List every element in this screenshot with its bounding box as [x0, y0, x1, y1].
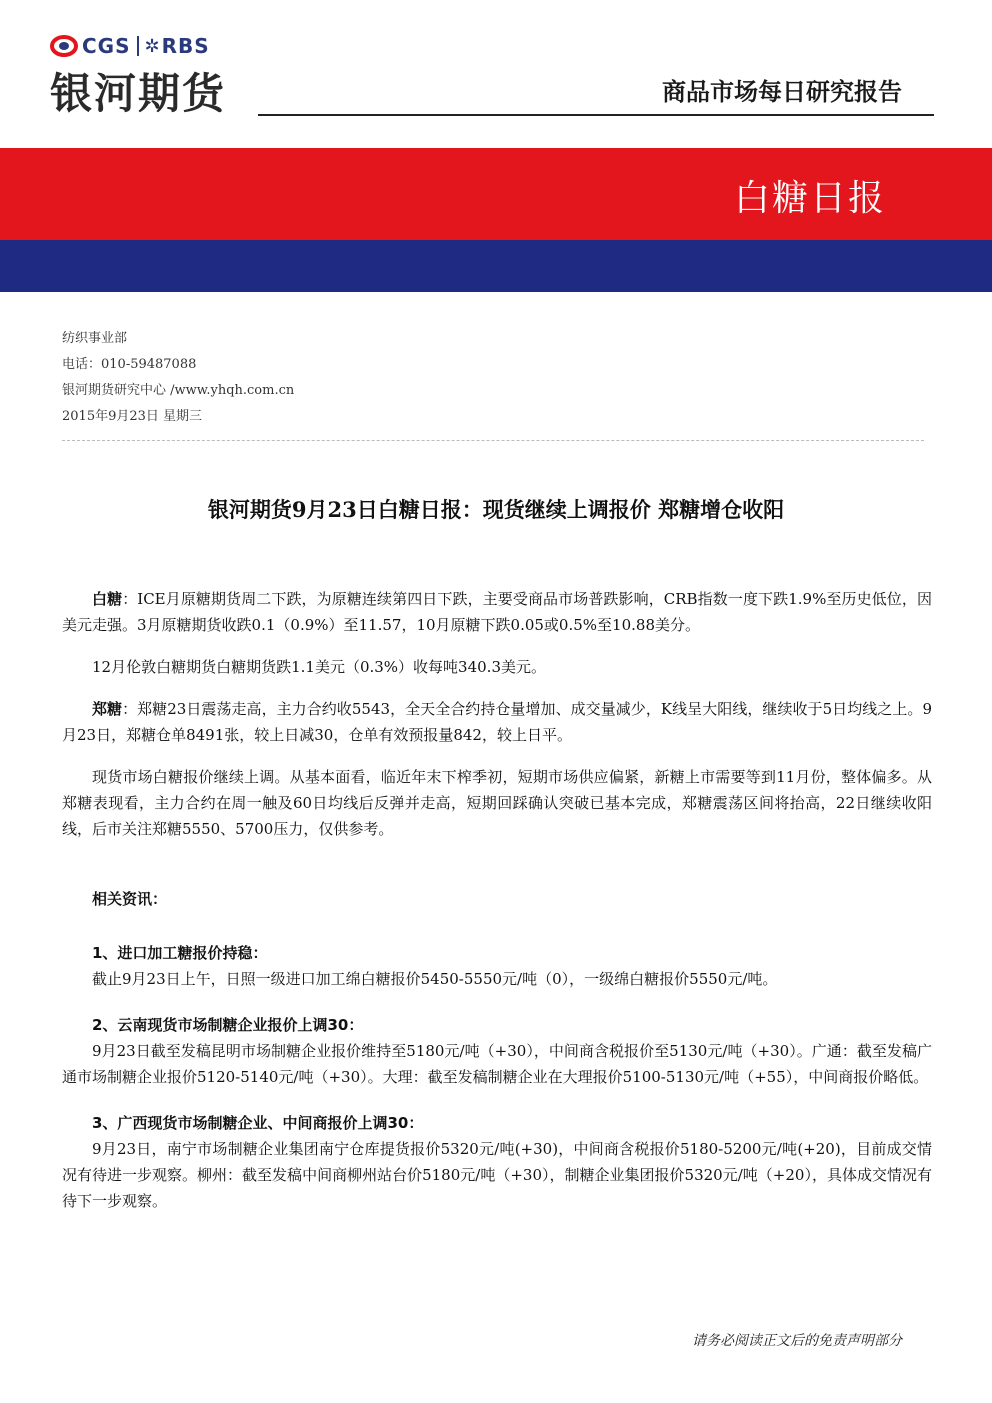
company-name: 银河期货 [50, 69, 227, 118]
cgs-swirl-icon [50, 35, 78, 57]
header-rule [258, 114, 934, 116]
dashed-divider [62, 440, 924, 441]
report-date: 2015年9月23日 星期三 [62, 409, 203, 424]
department: 纺织事业部 [62, 331, 128, 346]
banner-title: 白糖日报 [733, 178, 886, 219]
news-text: 9月23日截至发稿昆明市场制糖企业报价维持至5180元/吨（+30），中间商含税报价至5130元/吨（+30）。广通：截至发稿广通市场制糖企业报价5120-5140元/吨（+30）。大理：截至发稿制糖企业在大理报价5100-5130元/吨（+55），中间商报价略低。 [62, 1042, 932, 1086]
report-meta [62, 326, 294, 430]
paragraph-zhengzhou [62, 696, 932, 748]
article-title: 银河期货9月23日白糖日报：现货继续上调报价 郑糖增仓收阳 [207, 497, 785, 522]
blue-banner [0, 240, 992, 292]
paragraph-outlook: 现货市场白糖报价继续上调。从基本面看，临近年末下榨季初，短期市场供应偏紧，新糖上市需要等到11月份，整体偏多。从郑糖表现看，主力合约在周一触及60日均线后反弹并走高，短期回踩确认突破已基本完成，郑糖震荡区间将抬高，22日继续收阳线，后市关注郑糖5550、5700压力，仅供参考。 [62, 768, 932, 838]
paragraph-text: ：ICE月原糖期货周二下跌，为原糖连续第四日下跌，主要受商品市场普跌影响，CRB指数一度下跌1.9%至历史低位，因美元走强。3月原糖期货收跌0.1（0.9%）至11.57，10月原糖下跌0.05或0.5%至10.88美分。 [62, 590, 932, 634]
paragraph-label: 郑糖 [92, 700, 123, 718]
disclaimer-note: 请务必阅读正文后的免责声明部分 [692, 1333, 902, 1349]
report-series-title: 商品市场每日研究报告 [662, 78, 902, 106]
news-title: 1、进口加工糖报价持稳： [92, 944, 268, 962]
logo-divider [137, 36, 139, 56]
paragraph-label: 白糖 [92, 590, 123, 608]
brand-logo [50, 34, 210, 58]
news-title: 3、广西现货市场制糖企业、中间商报价上调30： [92, 1114, 424, 1132]
news-text: 9月23日，南宁市场制糖企业集团南宁仓库提货报价5320元/吨(+30)，中间商含税报价5180-5200元/吨(+20)，目前成交情况有待进一步观察。柳州：截至发稿中间商柳州站台价5180元/吨（+30），制糖企业集团报价5320元/吨（+20），具体成交情况有待下一步观察。 [62, 1140, 932, 1210]
brand-rbs: RBS [161, 34, 210, 58]
website: 银河期货研究中心 /www.yhqh.com.cn [62, 383, 295, 398]
news-heading: 相关资讯： [92, 890, 168, 908]
paragraph-raw-sugar [62, 586, 932, 638]
brand-cgs: CGS [82, 34, 131, 58]
phone: 电话：010-59487088 [62, 357, 197, 372]
rbs-daisy-icon: ✲ [144, 35, 160, 57]
paragraph-london: 12月伦敦白糖期货白糖期货跌1.1美元（0.3%）收每吨340.3美元。 [92, 658, 546, 676]
news-title: 2、云南现货市场制糖企业报价上调30： [92, 1016, 364, 1034]
article-body [62, 586, 932, 1214]
paragraph-text: ：郑糖23日震荡走高，主力合约收5543，全天全合约持仓量增加、成交量减少，K线呈大阳线，继续收于5日均线之上。9月23日，郑糖仓单8491张，较上日减30，仓单有效预报量842，较上日平。 [62, 700, 932, 744]
news-text: 截止9月23日上午，日照一级进口加工绵白糖报价5450-5550元/吨（0），一级绵白糖报价5550元/吨。 [92, 970, 778, 988]
